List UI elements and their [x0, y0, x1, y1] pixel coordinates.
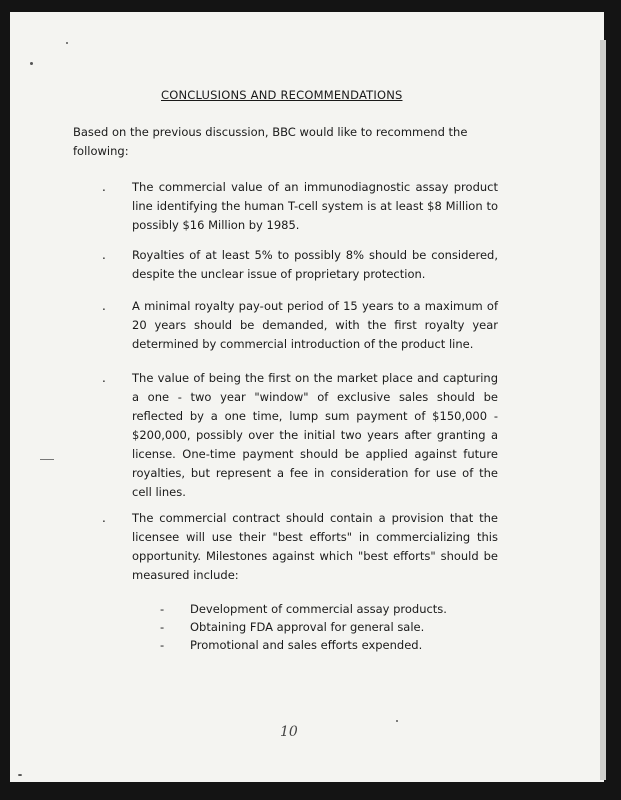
recommendation-text: The commercial value of an immunodiagnostic assay product line identifying the human T-cell system is at least $8 Million to possibly $16 Million by 1985. [132, 180, 498, 232]
milestone-text: Development of commercial assay products. [190, 602, 447, 616]
list-item [160, 636, 480, 654]
scan-speck [30, 62, 33, 65]
bullet-icon: . [102, 299, 106, 313]
recommendation-text: A minimal royalty pay-out period of 15 years to a maximum of 20 years should be demanded, with the first royalty year determined by commercial introduction of the product line. [132, 299, 498, 351]
bullet-icon: . [102, 371, 106, 385]
page-number: 10 [280, 724, 298, 740]
scan-speck [18, 774, 22, 776]
bullet-icon: . [102, 511, 106, 525]
dash-icon: - [160, 638, 165, 652]
list-item [160, 600, 480, 618]
dash-icon: - [160, 602, 165, 616]
page-title: CONCLUSIONS AND RECOMMENDATIONS [161, 88, 403, 102]
milestones-list [160, 600, 480, 654]
bullet-icon: . [102, 180, 106, 194]
list-item [160, 618, 480, 636]
intro-paragraph: Based on the previous discussion, BBC would like to recommend the following: [73, 125, 468, 158]
recommendation-text: Royalties of at least 5% to possibly 8% should be considered, despite the unclear issue of proprietary protection. [132, 248, 498, 281]
margin-mark [40, 459, 54, 460]
document-page [10, 12, 604, 782]
page-edge [600, 40, 606, 780]
recommendation-text: The value of being the first on the market place and capturing a one - two year "window" of exclusive sales should be reflected by a one time, lump sum payment of $150,000 - $200,000, possibly over the initial two years after granting a license. One-time payment should be applied against future royalties, but represent a fee in consideration for use of the cell lines. [132, 371, 498, 499]
scan-speck [66, 42, 68, 44]
milestone-text: Obtaining FDA approval for general sale. [190, 620, 425, 634]
bullet-icon: . [102, 248, 106, 262]
recommendation-text: The commercial contract should contain a provision that the licensee will use their "best efforts" in commercializing this opportunity. Milestones against which "best efforts" should be measured include: [132, 511, 498, 582]
scan-speck [396, 720, 398, 722]
dash-icon: - [160, 620, 165, 634]
milestone-text: Promotional and sales efforts expended. [190, 638, 423, 652]
